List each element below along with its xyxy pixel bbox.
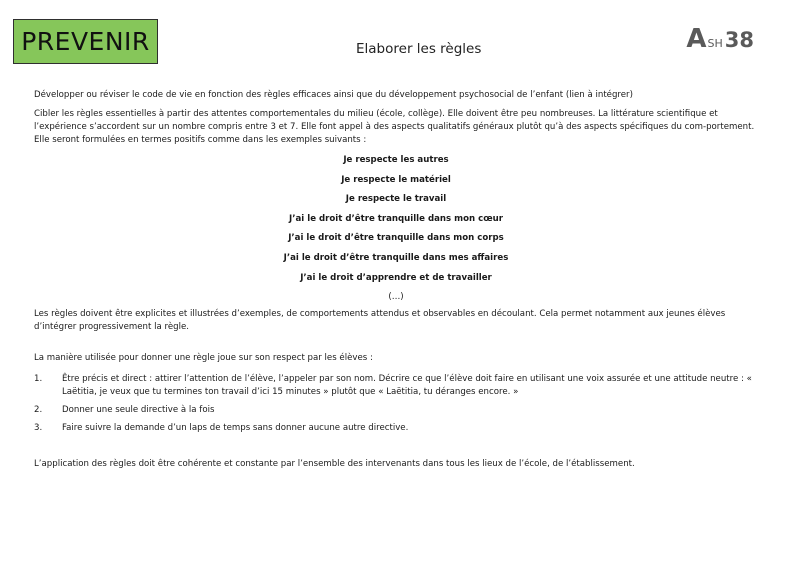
rule-item: J’ai le droit d’être tranquille dans mon cœur <box>289 213 503 224</box>
intro-paragraph: Développer ou réviser le code de vie en fonction des règles efficaces ainsi que du développement psychosocial de l’enfant (lien à intégrer) <box>34 90 633 100</box>
list-item <box>34 422 758 435</box>
rule-item: Je respecte le travail <box>345 194 447 205</box>
rule-item: J’ai le droit d’apprendre et de travailler <box>300 272 492 283</box>
document-body <box>34 89 758 471</box>
list-item <box>34 404 758 417</box>
rule-item: J’ai le droit d’être tranquille dans mon corps <box>288 233 504 244</box>
list-item-number: 1. <box>34 374 43 385</box>
list-item-text: Donner une seule directive à la fois <box>62 405 215 416</box>
list-item <box>34 373 758 399</box>
list-item-number: 2. <box>34 405 43 416</box>
conclusion-paragraph: L’application des règles doit être cohérente et constante par l’ensemble des intervenants dans tous les lieux de l’école, de l’établissement. <box>34 459 635 470</box>
list-item-text: Être précis et direct : attirer l’attention de l’élève, l’appeler par son nom. Décrire ce que l’élève doit faire en utilisant une voix assurée et une attitude neutre : « Laëtitia, je veux que tu termines ton travail d’ici 15 minutes » plutôt que « Laëtitia, tu déranges encore. » <box>62 374 752 398</box>
page-title: Elaborer les règles <box>356 41 482 57</box>
rule-item: J’ai le droit d’être tranquille dans mes affaires <box>283 252 509 263</box>
manner-intro: La manière utilisée pour donner une règle joue sur son respect par les élèves : <box>34 353 373 364</box>
logo-number: 38 <box>724 28 754 52</box>
list-item-number: 3. <box>34 423 43 434</box>
logo-letter: A <box>686 24 707 54</box>
rule-item: Je respecte les autres <box>343 155 449 165</box>
ash38-logo <box>686 24 754 54</box>
target-paragraph: Cibler les règles essentielles à partir des attentes comportementales du milieu (école, collège). Elle doivent être peu nombreuses. La littérature scientifique et l’expérience s’accordent sur un nombre compris entre 3 et 7. Elle font appel à des aspects qualitatifs généraux plutôt qu’à des aspects spécifiques du com-portement. Elle seront formulées en termes positifs comme dans les exemples suivants : <box>34 109 755 145</box>
rules-ellipsis: (…) <box>388 292 404 303</box>
rules-list <box>34 154 758 304</box>
logo-sub: SH <box>707 37 723 50</box>
list-item-text: Faire suivre la demande d’un laps de temps sans donner aucune autre directive. <box>62 423 409 434</box>
steps-list <box>34 373 758 435</box>
explicit-paragraph: Les règles doivent être explicites et illustrées d’exemples, de comportements attendus et observables en découlant. Cela permet notamment aux jeunes élèves d’intégrer progressivement la règle. <box>34 309 726 333</box>
section-badge: PREVENIR <box>13 19 158 64</box>
rule-item: Je respecte le matériel <box>341 174 451 185</box>
